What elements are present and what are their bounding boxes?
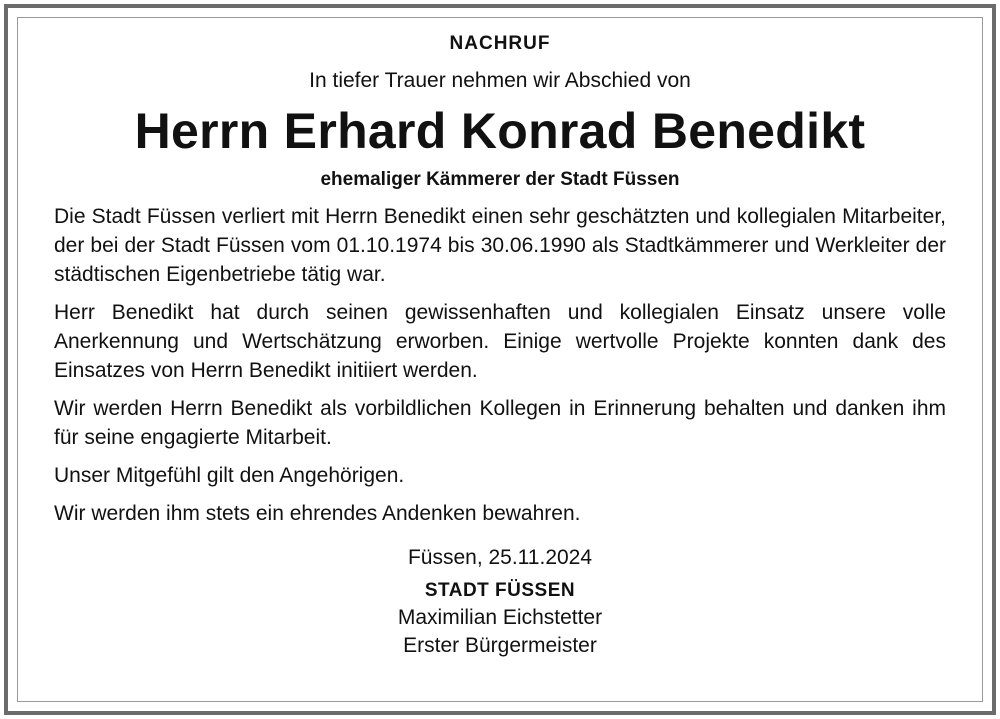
body-paragraph: Unser Mitgefühl gilt den Angehörigen. [54, 464, 405, 487]
body-paragraph: Wir werden Herrn Benedikt als vorbildlichen Kollegen in Erinnerung behalten und danken ihm für seine engagierte Mitarbeit. [54, 397, 946, 449]
place-and-date: Füssen, 25.11.2024 [407, 546, 593, 569]
body-paragraph: Die Stadt Füssen verliert mit Herrn Benedikt einen sehr geschätzten und kollegialen Mitarbeiter, der bei der Stadt Füssen vom 01.10.1974 bis 30.06.1990 als Stadtkämmerer und Werkleiter der städtischen Eigenbetriebe tätig war. [54, 205, 946, 286]
notice-body [54, 202, 946, 528]
deceased-role: ehemaliger Kämmerer der Stadt Füssen [320, 169, 680, 190]
notice-kicker: NACHRUF [449, 33, 551, 54]
body-paragraph: Herr Benedikt hat durch seinen gewissenhaften und kollegialen Einsatz unsere volle Anerkennung und Wertschätzung erworben. Einige wertvolle Projekte konnten dank des Einsatzes von Herrn Benedikt initiiert werden. [54, 301, 946, 382]
notice-signature-block [54, 544, 946, 660]
notice-intro: In tiefer Trauer nehmen wir Abschied von [309, 69, 691, 92]
issuing-organization: STADT FÜSSEN [424, 580, 576, 601]
obituary-notice [54, 32, 946, 660]
signer-name: Maximilian Eichstetter [397, 606, 603, 629]
signer-title: Erster Bürgermeister [403, 634, 597, 657]
body-paragraph: Wir werden ihm stets ein ehrendes Andenken bewahren. [54, 502, 581, 525]
deceased-name: Herrn Erhard Konrad Benedikt [134, 103, 866, 159]
